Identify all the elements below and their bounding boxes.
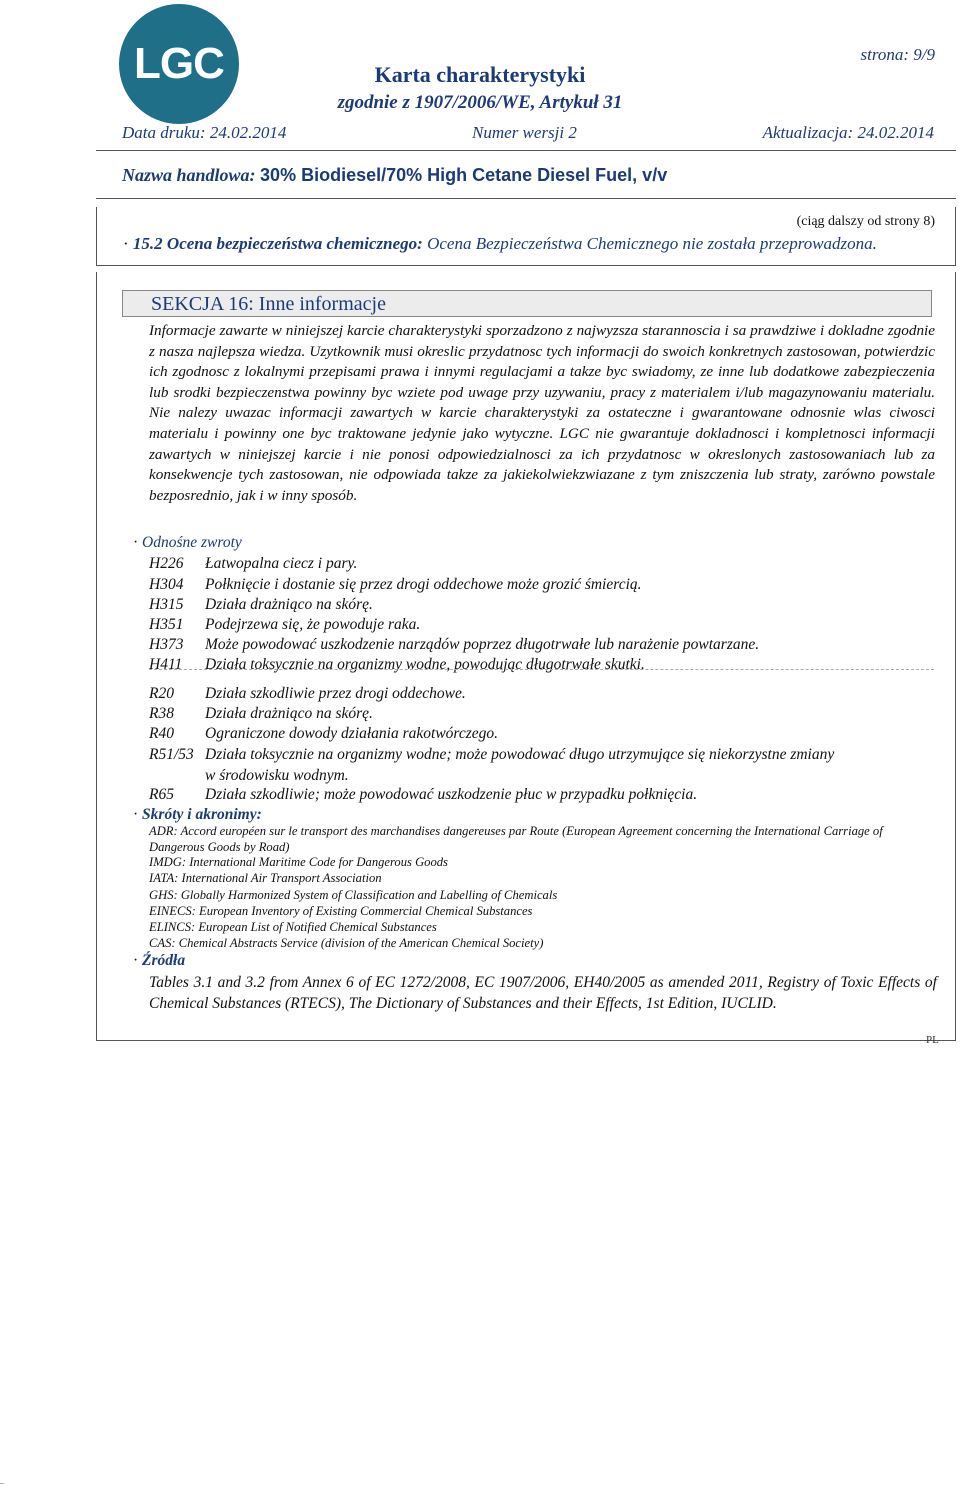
bullet-dot: ·: [133, 534, 139, 551]
abbreviations-heading: [133, 806, 262, 824]
update-date: Aktualizacja: 24.02.2014: [762, 123, 934, 142]
phrase-text: Łatwopalna ciecz i pary.: [205, 555, 358, 572]
phrase-code: R38: [149, 705, 174, 722]
lgc-logo: LGC: [119, 4, 239, 124]
h-phrase-row: [149, 555, 357, 573]
abbreviation-item: IATA: International Air Transport Association: [149, 871, 382, 885]
abbreviation-item: ELINCS: European List of Notified Chemical Substances: [149, 920, 437, 934]
trade-name-value: 30% Biodiesel/70% High Cetane Diesel Fuel, v/v: [260, 165, 668, 185]
h-phrase-row: [149, 656, 645, 674]
dashed-separator: [149, 669, 934, 670]
phrase-code: R20: [149, 685, 174, 702]
version-number: Numer wersji 2: [472, 123, 577, 142]
phrase-text: Działa szkodliwie; może powodować uszkodzenie płuc w przypadku połknięcia.: [205, 786, 698, 803]
h-phrase-row: [149, 576, 642, 594]
bullet-dot: ·: [123, 234, 129, 253]
sources-label: Źródła: [142, 952, 186, 969]
section-15-2-text: Ocena Bezpieczeństwa Chemicznego nie została przeprowadzona.: [427, 234, 877, 253]
continuation-note: (ciąg dalszy od strony 8): [796, 214, 935, 229]
phrase-code: H411: [149, 656, 183, 673]
document-title: Karta charakterystyki: [374, 62, 586, 87]
phrase-text: Działa drażniąco na skórę.: [205, 705, 373, 722]
r-phrase-row: [149, 725, 498, 743]
phrase-text: Działa drażniąco na skórę.: [205, 596, 373, 613]
disclaimer-paragraph: Informacje zawarte w niniejszej karcie charakterystyki sporzadzono z najwyzsza starannoscia i sa prawdziwe i dokladne zgodnie z nasza najlepsza wiedza. Uzytkownik musi okreslic przydatnosc tych informacji do swoich konkretnych zastosowan, potwierdzic ich zgodnosc z lokalnymi przepisami prawa i innymi regulacjami a takze byc swiadomy, ze inne lub dodatkowe zabezpieczenia lub srodki bezpieczenstwa powinny byc wziete pod uwage przy uzywaniu, pracy z materialem i/lub magazynowaniu materialu. Nie nalezy uwazac informacji zawartych w karcie charakterystyki za ostateczne i gwarantowane odnosnie wlas ciwosci materialu i powinny one byc traktowane jedynie jako wytyczne. LGC nie gwarantuje dokladnosci i kompletnosci informacji zawartych w niniejszej karcie i nie ponosi odpowiedzialnosci za ich przydatnosc w okreslonych zastosowaniach lub za konsekwencje tych zastosowan, nie odpowiada takze za jakiekolwiekzwiazane z tym zniszczenia lub straty, zarówno powstale bezposrednio, jak i w inny sposób.: [149, 322, 935, 504]
abbreviation-item: EINECS: European Inventory of Existing Commercial Chemical Substances: [149, 904, 533, 918]
trade-name-label: Nazwa handlowa:: [122, 165, 256, 185]
header-divider: [96, 150, 956, 151]
phrase-text: Połknięcie i dostanie się przez drogi oddechowe może grozić śmiercią.: [205, 576, 642, 593]
phrase-code: R65: [149, 786, 174, 803]
abbreviation-item: GHS: Globally Harmonized System of Classification and Labelling of Chemicals: [149, 888, 558, 902]
bullet-dot: ·: [133, 806, 139, 823]
trade-name-divider: [96, 198, 956, 199]
trade-name-line: [122, 165, 667, 186]
language-code: PL: [926, 1034, 939, 1046]
phrase-text: Podejrzewa się, że powoduje raka.: [205, 616, 421, 633]
section-15-2-label: 15.2 Ocena bezpieczeństwa chemicznego:: [132, 234, 423, 253]
relevant-phrases-label: Odnośne zwroty: [142, 534, 242, 551]
abbreviation-item: ADR: Accord européen sur le transport des marchandises dangereuses par Route (European Agreement concerning the International Carriage of Dangerous Goods by Road): [149, 824, 883, 854]
corner-mark: –: [0, 1478, 4, 1487]
phrase-text: Ograniczone dowody działania rakotwórczego.: [205, 725, 499, 742]
phrase-code: H351: [149, 616, 184, 633]
section-15-2: [123, 234, 877, 254]
print-date: Data druku: 24.02.2014: [122, 123, 287, 142]
phrase-text: Działa szkodliwie przez drogi oddechowe.: [205, 685, 466, 702]
h-phrase-row: [149, 636, 759, 654]
sources-heading: [133, 952, 185, 970]
phrase-text: Działa toksycznie na organizmy wodne, powodując długotrwałe skutki.: [205, 656, 645, 673]
h-phrase-row: [149, 616, 420, 634]
phrase-code: H373: [149, 636, 184, 653]
sources-text: Tables 3.1 and 3.2 from Annex 6 of EC 1272/2008, EC 1907/2006, EH40/2005 as amended 2011, Registry of Toxic Effects of Chemical Substances (RTECS), The Dictionary of Substances and their Effects, 1st Edition, IUCLID.: [149, 974, 937, 1012]
phrase-text: Może powodować uszkodzenie narządów poprzez długotrwałe lub narażenie powtarzane.: [205, 636, 760, 653]
phrase-code: H226: [149, 555, 184, 572]
page-number: strona: 9/9: [860, 45, 935, 64]
document-subtitle: zgodnie z 1907/2006/WE, Artykuł 31: [337, 92, 623, 113]
phrase-text-continuation: w środowisku wodnym.: [205, 767, 349, 784]
document-meta-row: [122, 123, 934, 143]
r-phrase-row: [149, 744, 939, 786]
h-phrase-row: [149, 596, 373, 614]
phrase-code: H315: [149, 596, 184, 613]
relevant-phrases-heading: [133, 534, 242, 552]
section-16-title: SEKCJA 16: Inne informacje: [122, 290, 932, 317]
phrase-code: R51/53: [149, 746, 194, 763]
bullet-dot: ·: [133, 952, 139, 969]
abbreviation-item: CAS: Chemical Abstracts Service (division of the American Chemical Society): [149, 936, 544, 950]
phrase-text: Działa toksycznie na organizmy wodne; może powodować długo utrzymujące się niekorzystne zmiany: [205, 746, 835, 763]
r-phrase-row: [149, 705, 373, 723]
abbreviation-item: IMDG: International Maritime Code for Dangerous Goods: [149, 855, 448, 869]
phrase-code: H304: [149, 576, 184, 593]
abbreviations-label: Skróty i akronimy:: [142, 806, 262, 823]
phrase-code: R40: [149, 725, 174, 742]
r-phrase-row: [149, 685, 466, 703]
r-phrase-row: [149, 786, 697, 804]
